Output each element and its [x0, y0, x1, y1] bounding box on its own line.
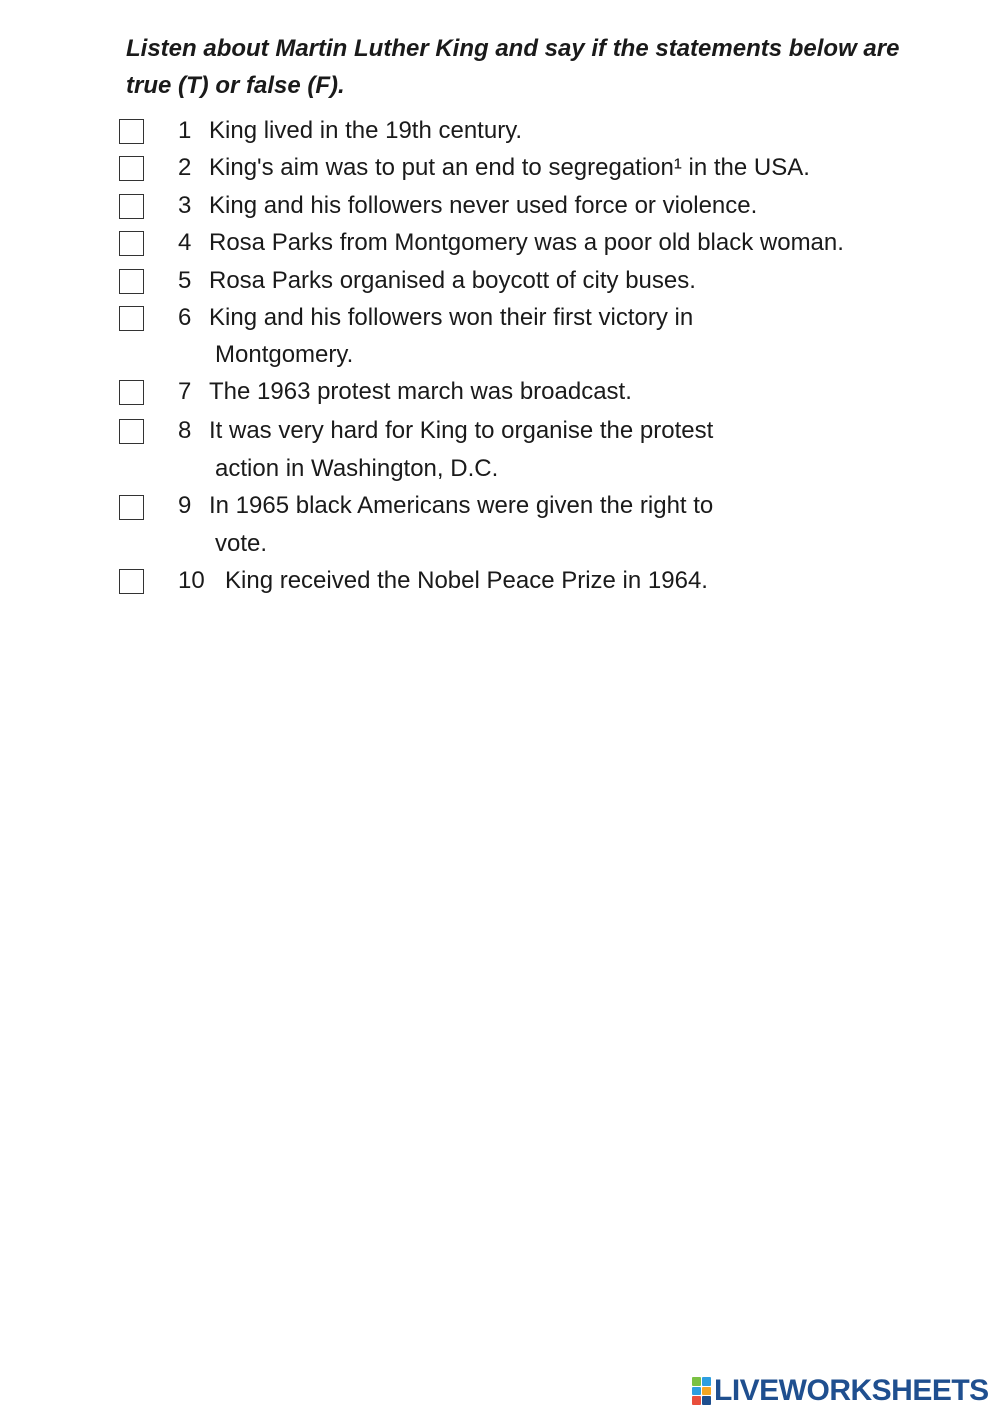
- statement-number: 2: [178, 154, 192, 181]
- answer-checkbox-4[interactable]: [119, 231, 144, 256]
- logo-mark-icon: [692, 1377, 711, 1405]
- liveworksheets-logo: [692, 1374, 989, 1408]
- statement-text-continuation: action in Washington, D.C.: [215, 455, 499, 482]
- statement-text: King received the Nobel Peace Prize in 1964.: [225, 567, 708, 594]
- statement-text: King's aim was to put an end to segregation¹ in the USA.: [209, 154, 810, 181]
- statement-text: King lived in the 19th century.: [209, 117, 523, 144]
- statement-number: 8: [178, 417, 192, 444]
- statement-number: 3: [178, 192, 192, 219]
- answer-checkbox-5[interactable]: [119, 269, 144, 294]
- statement-text: In 1965 black Americans were given the right to: [209, 492, 714, 519]
- answer-checkbox-7[interactable]: [119, 380, 144, 405]
- answer-checkbox-8[interactable]: [119, 419, 144, 444]
- answer-checkbox-3[interactable]: [119, 194, 144, 219]
- statement-number: 6: [178, 304, 192, 331]
- answer-checkbox-10[interactable]: [119, 569, 144, 594]
- statement-text-continuation: vote.: [215, 530, 268, 557]
- statement-text-continuation: Montgomery.: [215, 341, 354, 368]
- statement-text: Rosa Parks from Montgomery was a poor old black woman.: [209, 229, 844, 256]
- statement-number: 5: [178, 267, 192, 294]
- statement-number: 7: [178, 378, 192, 405]
- instructions: Listen about Martin Luther King and say if the statements below are true (T) or false (F).: [126, 35, 900, 99]
- answer-checkbox-6[interactable]: [119, 306, 144, 331]
- statement-text: King and his followers never used force or violence.: [209, 192, 758, 219]
- answer-checkbox-9[interactable]: [119, 495, 144, 520]
- statement-text: Rosa Parks organised a boycott of city buses.: [209, 267, 696, 294]
- statement-text: It was very hard for King to organise the protest: [209, 417, 714, 444]
- statement-text: The 1963 protest march was broadcast.: [209, 378, 632, 405]
- answer-checkbox-1[interactable]: [119, 119, 144, 144]
- statement-number: 4: [178, 229, 192, 256]
- statement-number: 10: [178, 567, 205, 594]
- answer-checkbox-2[interactable]: [119, 156, 144, 181]
- statement-number: 9: [178, 492, 192, 519]
- logo-text: LIVEWORKSHEETS: [714, 1374, 989, 1407]
- statement-number: 1: [178, 117, 192, 144]
- statement-text: King and his followers won their first victory in: [209, 304, 694, 331]
